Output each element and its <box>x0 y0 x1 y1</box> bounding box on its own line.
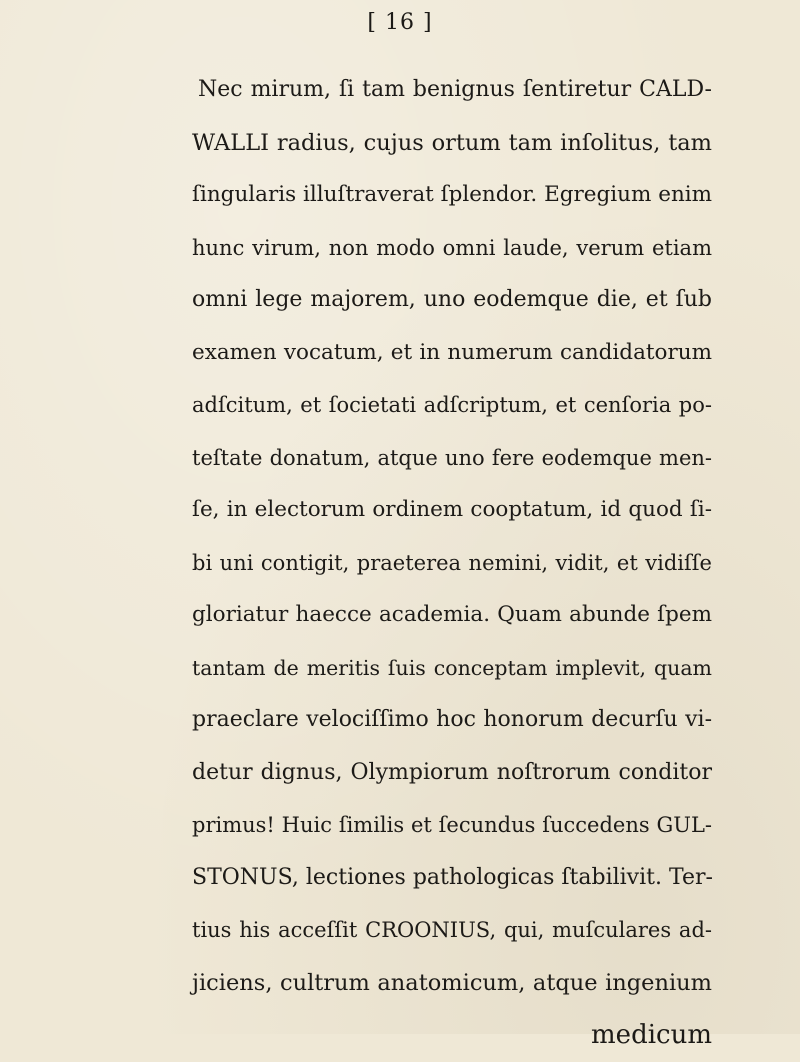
catchword: medicum <box>591 1020 712 1050</box>
text-line: hunc virum, non modo omni laude, verum etiam <box>192 235 712 260</box>
text-line: primus! Huic ſimilis et ſecundus ſuccedens GUL- <box>192 813 712 837</box>
text-line: examen vocatum, et in numerum candidatorum <box>192 339 712 365</box>
text-line: WALLI radius, cujus ortum tam inſolitus, tam <box>192 129 712 156</box>
text-line: ſe, in electorum ordinem cooptatum, id quod ſi- <box>192 497 712 522</box>
text-line: praeclare velociſſimo hoc honorum decurſu vi- <box>192 707 712 732</box>
text-line: gloriatur haecce academia. Quam abunde ſpem <box>192 602 712 627</box>
text-line: tantam de meritis ſuis conceptam implevit, quam <box>192 655 712 680</box>
text-line: ſingularis illuſtraverat ſplendor. Egregium enim <box>192 182 713 207</box>
text-line: adſcitum, et ſocietati adſcriptum, et cenſoria po- <box>192 393 712 417</box>
page-number: [ 16 ] <box>367 10 433 35</box>
text-line: omni lege majorem, uno eodemque die, et ſub <box>192 287 712 312</box>
text-line: jiciens, cultrum anatomicum, atque ingenium <box>192 969 712 996</box>
body-text <box>192 64 712 1062</box>
text-line: STONUS, lectiones pathologicas ſtabilivit. Ter- <box>192 864 713 890</box>
text-line: bi uni contigit, praeterea nemini, vidit, et vidiſſe <box>192 550 712 575</box>
text-line: teſtate donatum, atque uno fere eodemque men- <box>192 445 712 470</box>
text-line: Nec mirum, ſi tam benignus ſentiretur CALD- <box>198 77 712 102</box>
text-line: tius his acceſſit CROONIUS, qui, muſculares ad- <box>192 918 712 942</box>
text-line: detur dignus, Olympiorum noſtrorum conditor <box>192 759 712 785</box>
